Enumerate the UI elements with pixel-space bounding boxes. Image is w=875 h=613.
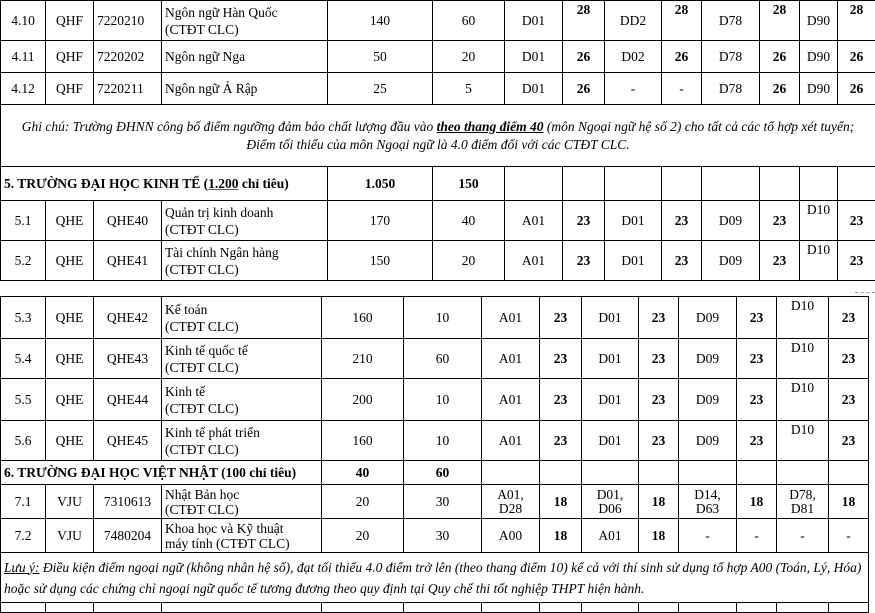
cell-score-2: 23: [662, 201, 702, 241]
cell-group-2: D02: [605, 41, 662, 73]
cell-score-3: 26: [760, 41, 800, 73]
program-name: Kinh tế quốc tế: [165, 342, 318, 359]
cell-score-4: 23: [838, 241, 875, 281]
cell-code: 7310613: [94, 485, 162, 519]
cell-group-1: A01: [482, 379, 540, 421]
cell-score-2: -: [662, 73, 702, 105]
cell-score-4: 18: [829, 485, 869, 519]
cell-school: VJU: [46, 485, 94, 519]
cell-score-2: 23: [639, 297, 679, 339]
cell-target-exam: 140: [328, 1, 433, 41]
cell-school: QHF: [46, 1, 94, 41]
cell-program: Ngôn ngữ Ả Rập: [162, 73, 328, 105]
program-type: (CTĐT CLC): [165, 21, 324, 38]
cell-group-2: D01: [582, 379, 639, 421]
section-5-total-exam: 1.050: [328, 167, 433, 201]
cell-stt: 4.12: [1, 73, 46, 105]
section-5-header-row: [1, 167, 875, 201]
cell-target-exam: 20: [322, 519, 404, 553]
table-row-5-6: [1, 421, 869, 461]
cell-score-1: 23: [540, 339, 582, 379]
section-6-note: [1, 553, 869, 603]
cell-program: Ngôn ngữ Nga: [162, 41, 328, 73]
section-6-total-exam: 40: [322, 461, 404, 485]
cell-score-3: -: [737, 519, 777, 553]
cell-target-exam: 150: [328, 241, 433, 281]
program-name: Kế toán: [165, 301, 318, 318]
table-row-5-1: [1, 201, 875, 241]
cell-target-other: 20: [433, 241, 505, 281]
cell-score-4: 26: [838, 41, 875, 73]
cell-target-other: 20: [433, 41, 505, 73]
cell-stt: 5.1: [1, 201, 46, 241]
cell-program: [162, 379, 322, 421]
cell-group-4: D10: [777, 339, 829, 379]
cell-score-3: 23: [737, 297, 777, 339]
cell-target-other: 5: [433, 73, 505, 105]
cell-score-3: 26: [760, 73, 800, 105]
cell-stt: 7.1: [1, 485, 46, 519]
cell-program: [162, 241, 328, 281]
cell-program: [162, 519, 322, 553]
cell-program: [162, 297, 322, 339]
page-break-marker: [855, 292, 875, 293]
section-5-total-other: 150: [433, 167, 505, 201]
cell-score-4: 26: [838, 73, 875, 105]
program-type: (CTĐT CLC): [165, 318, 318, 335]
program-type: máy tính (CTĐT CLC): [165, 536, 318, 551]
cell-target-other: 30: [404, 485, 482, 519]
cell-school: QHE: [46, 379, 94, 421]
note-label: Lưu ý:: [4, 560, 39, 575]
program-name: Kinh tế phát triển: [165, 424, 318, 441]
cell-code: 7220202: [94, 41, 162, 73]
cell-stt: 4.11: [1, 41, 46, 73]
section-6-total-other: 60: [404, 461, 482, 485]
cell-score-1: 23: [540, 297, 582, 339]
cell-code: 7220211: [94, 73, 162, 105]
section-4-note: [1, 105, 875, 167]
cell-stt: 5.3: [1, 297, 46, 339]
cell-school: QHE: [46, 421, 94, 461]
table-row-7-2: [1, 519, 869, 553]
program-name: Tài chính Ngân hàng: [165, 244, 324, 261]
cell-group-1: D01: [505, 1, 563, 41]
cell-score-3: 23: [760, 201, 800, 241]
cell-group-1: D01: [505, 73, 563, 105]
note-row-section-4: [1, 105, 875, 167]
cell-stt: 4.10: [1, 1, 46, 41]
cell-score-3: 28: [760, 1, 800, 41]
cell-stt: 7.2: [1, 519, 46, 553]
cell-score-1: 18: [540, 519, 582, 553]
cell-group-2: D01: [582, 339, 639, 379]
program-name: Khoa học và Kỹ thuật: [165, 521, 318, 536]
table-row-5-2: [1, 241, 875, 281]
program-type: (CTĐT CLC): [165, 221, 324, 238]
section-6-header-row: [1, 461, 869, 485]
cell-group-1: A01: [482, 339, 540, 379]
cell-group-4: D78, D81: [777, 485, 829, 519]
cell-target-exam: 210: [322, 339, 404, 379]
program-type: (CTĐT CLC): [165, 261, 324, 278]
admission-table-part-1: [0, 0, 875, 281]
table-row-4-11: [1, 41, 875, 73]
cell-score-1: 26: [563, 73, 605, 105]
program-type: (CTĐT CLC): [165, 441, 318, 458]
cell-target-exam: 200: [322, 379, 404, 421]
cell-score-3: 23: [737, 421, 777, 461]
cell-group-3: D09: [702, 201, 760, 241]
cell-score-3: 23: [737, 379, 777, 421]
cell-program: [162, 421, 322, 461]
program-name: Kinh tế: [165, 383, 318, 400]
cell-group-3: D09: [679, 339, 737, 379]
cell-school: QHE: [46, 201, 94, 241]
program-name: Ngôn ngữ Hàn Quốc: [165, 4, 324, 21]
cell-stt: 5.2: [1, 241, 46, 281]
cell-school: QHF: [46, 41, 94, 73]
cell-score-2: 18: [639, 519, 679, 553]
cell-group-1: A00: [482, 519, 540, 553]
cell-school: QHE: [46, 241, 94, 281]
note-line-2: Điểm tối thiểu của môn Ngoại ngữ là 4.0 điểm đối với các CTĐT CLC.: [246, 137, 629, 152]
cell-target-other: 10: [404, 297, 482, 339]
cell-score-4: 23: [829, 421, 869, 461]
cell-group-4: D10: [777, 297, 829, 339]
cell-target-exam: 170: [328, 201, 433, 241]
cell-target-other: 10: [404, 421, 482, 461]
cell-group-4: D90: [800, 1, 838, 41]
cell-target-exam: 160: [322, 421, 404, 461]
program-name: Quản trị kinh doanh: [165, 204, 324, 221]
cell-group-2: D01: [605, 241, 662, 281]
cell-score-4: 23: [829, 379, 869, 421]
cell-code: QHE42: [94, 297, 162, 339]
cell-group-1: A01, D28: [482, 485, 540, 519]
cell-score-4: -: [829, 519, 869, 553]
cell-school: QHE: [46, 339, 94, 379]
cell-group-4: D10: [800, 201, 838, 241]
note-text-suffix: (môn Ngoại ngữ hệ số 2) cho tất cả các tổ hợp xét tuyển;: [544, 119, 855, 134]
cell-group-4: D10: [777, 379, 829, 421]
cell-stt: 5.4: [1, 339, 46, 379]
cell-group-3: D78: [702, 41, 760, 73]
cell-group-2: D01: [605, 201, 662, 241]
cell-group-2: D01, D06: [582, 485, 639, 519]
cell-score-1: 28: [563, 1, 605, 41]
cell-group-4: D10: [800, 241, 838, 281]
cell-code: QHE45: [94, 421, 162, 461]
cell-group-4: D90: [800, 73, 838, 105]
cell-score-4: 23: [838, 201, 875, 241]
admission-table-part-2: [0, 296, 869, 613]
cell-score-3: 23: [760, 241, 800, 281]
cell-group-4: D10: [777, 421, 829, 461]
cell-score-2: 23: [639, 339, 679, 379]
program-type: (CTĐT CLC): [165, 359, 318, 376]
cell-score-2: 23: [639, 421, 679, 461]
cell-group-1: D01: [505, 41, 563, 73]
cell-code: 7220210: [94, 1, 162, 41]
cell-group-3: D09: [679, 379, 737, 421]
cell-program: [162, 1, 328, 41]
cell-group-3: D78: [702, 73, 760, 105]
cell-score-4: 23: [829, 297, 869, 339]
cell-group-3: D14, D63: [679, 485, 737, 519]
cell-group-3: D09: [679, 421, 737, 461]
cell-score-2: 18: [639, 485, 679, 519]
cell-school: QHE: [46, 297, 94, 339]
cell-score-1: 23: [563, 201, 605, 241]
cell-school: QHF: [46, 73, 94, 105]
table-row-4-12: [1, 73, 875, 105]
cell-program: [162, 201, 328, 241]
cell-target-exam: 50: [328, 41, 433, 73]
cell-score-2: 23: [662, 241, 702, 281]
section-6-title: 6. TRƯỜNG ĐẠI HỌC VIỆT NHẬT (100 chỉ tiêu): [1, 461, 322, 485]
cell-group-1: A01: [482, 421, 540, 461]
cell-stt: 5.6: [1, 421, 46, 461]
cell-group-1: A01: [482, 297, 540, 339]
cell-target-other: 30: [404, 519, 482, 553]
cell-program: [162, 339, 322, 379]
cell-code: 7480204: [94, 519, 162, 553]
cell-target-other: 10: [404, 379, 482, 421]
table-row-5-4: [1, 339, 869, 379]
cell-group-2: D01: [582, 421, 639, 461]
program-name: Nhật Bản học: [165, 487, 318, 502]
cell-group-3: D78: [702, 1, 760, 41]
note-row-section-6: [1, 553, 869, 603]
table-row-5-5: [1, 379, 869, 421]
cell-group-4: -: [777, 519, 829, 553]
cell-code: QHE40: [94, 201, 162, 241]
cell-group-4: D90: [800, 41, 838, 73]
note-emphasis: theo thang điểm 40: [437, 119, 544, 134]
cell-group-3: D09: [679, 297, 737, 339]
cell-score-1: 23: [540, 379, 582, 421]
cell-score-1: 26: [563, 41, 605, 73]
cell-target-other: 40: [433, 201, 505, 241]
cell-group-2: A01: [582, 519, 639, 553]
cell-program: [162, 485, 322, 519]
cell-score-2: 28: [662, 1, 702, 41]
program-type: (CTĐT CLC): [165, 400, 318, 417]
table-row-4-10: [1, 1, 875, 41]
cell-score-4: 23: [829, 339, 869, 379]
cell-group-2: -: [605, 73, 662, 105]
cell-code: QHE41: [94, 241, 162, 281]
note-text: Điều kiện điểm ngoại ngữ (không nhân hệ số), đạt tối thiểu 4.0 điểm trở lên (theo thang điểm 10) kể cả với thí sinh sử dụng tổ hợp A00 (Toán, Lý, Hóa) hoặc sử dụng các chứng chỉ ngoại ngữ quốc tế tương đương theo quy định tại Quy chế thi tốt nghiệp THPT hiện hành.: [4, 560, 861, 596]
note-text: Ghi chú: Trường ĐHNN công bố điểm ngưỡng đảm bảo chất lượng đầu vào: [22, 119, 437, 134]
cell-target-exam: 160: [322, 297, 404, 339]
cell-school: VJU: [46, 519, 94, 553]
section-5-title: 5. TRƯỜNG ĐẠI HỌC KINH TẾ (1.200 chỉ tiêu): [1, 167, 328, 201]
cell-code: QHE43: [94, 339, 162, 379]
cell-score-1: 18: [540, 485, 582, 519]
cell-score-2: 26: [662, 41, 702, 73]
table-row-7-1: [1, 485, 869, 519]
cell-group-3: -: [679, 519, 737, 553]
cell-score-3: 18: [737, 485, 777, 519]
cell-target-exam: 20: [322, 485, 404, 519]
cell-group-2: D01: [582, 297, 639, 339]
table-row-5-3: [1, 297, 869, 339]
cell-target-exam: 25: [328, 73, 433, 105]
cell-score-4: 28: [838, 1, 875, 41]
cell-group-3: D09: [702, 241, 760, 281]
cell-score-1: 23: [540, 421, 582, 461]
cell-score-3: 23: [737, 339, 777, 379]
cell-code: QHE44: [94, 379, 162, 421]
cell-group-1: A01: [505, 241, 563, 281]
cell-group-1: A01: [505, 201, 563, 241]
cell-target-other: 60: [433, 1, 505, 41]
cell-score-1: 23: [563, 241, 605, 281]
table-row-next: [1, 603, 869, 613]
cell-score-2: 23: [639, 379, 679, 421]
cell-group-2: DD2: [605, 1, 662, 41]
program-type: (CTĐT CLC): [165, 502, 318, 517]
cell-stt: 5.5: [1, 379, 46, 421]
cell-target-other: 60: [404, 339, 482, 379]
